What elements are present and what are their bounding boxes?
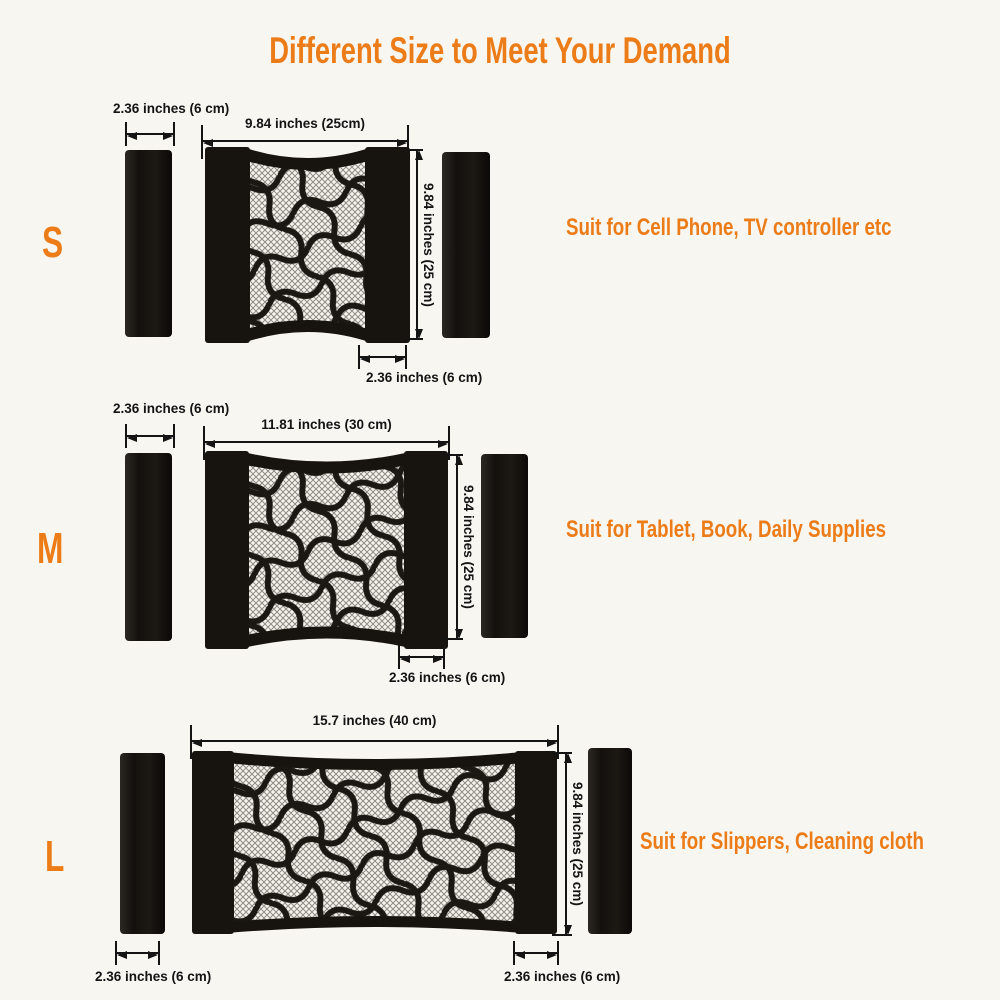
s-right-velcro-strap [442,152,490,338]
m-net-height-label: 9.84 inches (25 cm) [461,485,476,609]
s-strap-width-arrow [127,133,173,135]
l-velcro-width-arrow-right [515,952,557,954]
m-suit-text: Suit for Tablet, Book, Daily Supplies [566,516,887,543]
l-product-net [192,750,557,935]
s-net-width-label: 9.84 inches (25cm) [244,116,366,131]
s-left-velcro-strap [125,150,172,337]
s-strap-width-label: 2.36 inches (6 cm) [113,101,230,116]
m-net-height-arrow [456,456,458,638]
size-label-s: S [42,218,64,267]
m-net-width-arrow [205,441,448,443]
l-left-velcro-strap [120,753,165,934]
s-velcro-width-arrow [360,356,405,358]
page-title: Different Size to Meet Your Demand [269,30,731,71]
size-label-m: M [37,524,64,573]
s-net-height-arrow [416,151,418,338]
s-net-width-arrow [203,140,407,142]
m-product-net [205,450,448,650]
m-left-velcro-strap [125,453,172,641]
s-velcro-width-label: 2.36 inches (6 cm) [366,370,483,385]
m-net-width-label: 11.81 inches (30 cm) [261,417,392,432]
m-velcro-width-label: 2.36 inches (6 cm) [389,670,506,685]
l-net-height-arrow [565,754,567,934]
l-right-velcro-strap [588,748,632,934]
size-label-l: L [45,832,65,881]
l-velcro-width-arrow-left [117,952,158,954]
s-suit-text: Suit for Cell Phone, TV controller etc [566,214,892,241]
m-strap-width-arrow [127,435,173,437]
s-net-height-label: 9.84 inches (25 cm) [421,182,436,307]
l-velcro-width-label-right: 2.36 inches (6 cm) [504,969,621,984]
m-right-velcro-strap [481,454,528,638]
l-net-height-label: 9.84 inches (25 cm) [570,782,585,906]
m-strap-width-label: 2.36 inches (6 cm) [113,401,230,416]
m-velcro-width-arrow [400,656,443,658]
l-suit-text: Suit for Slippers, Cleaning cloth [640,828,924,855]
l-net-width-label: 15.7 inches (40 cm) [312,713,437,728]
l-net-width-arrow [192,740,557,742]
l-velcro-width-label-left: 2.36 inches (6 cm) [95,969,212,984]
s-product-net [205,146,410,344]
